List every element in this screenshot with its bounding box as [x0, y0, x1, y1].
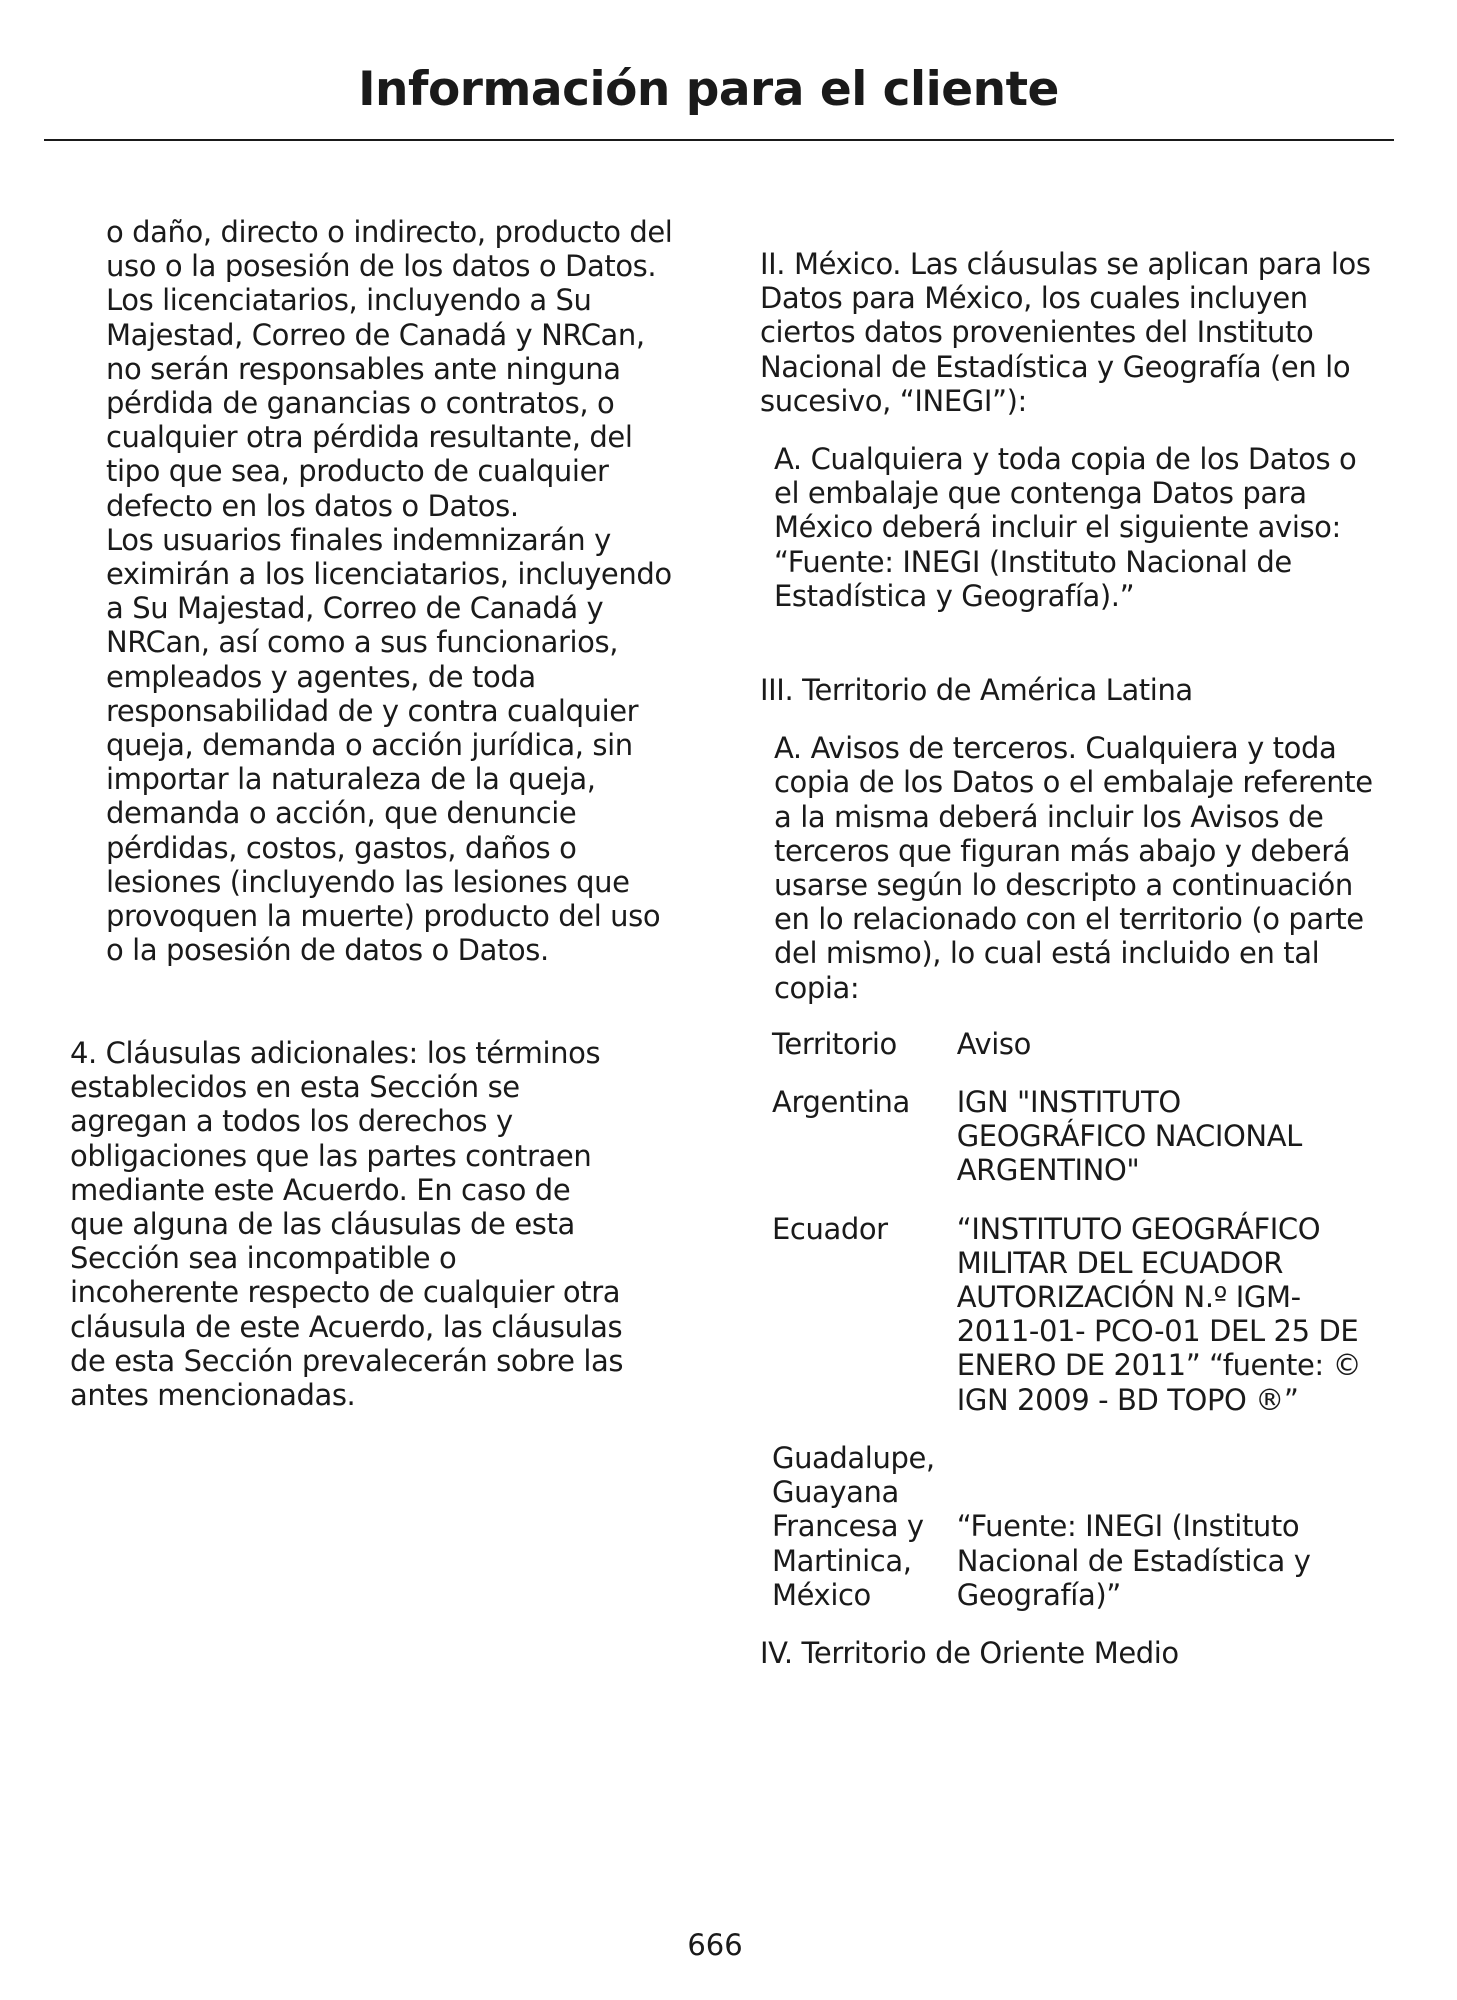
territory-cell: Ecuador — [772, 1211, 888, 1246]
table-header-row — [772, 1027, 1377, 1085]
right-column — [760, 247, 1380, 1670]
table-header-territory: Territorio — [772, 1026, 897, 1061]
mexico-heading: II. México. Las cláusulas se aplican para los Datos para México, los cuales incluyen ciertos datos provenientes del Instituto Nacional de Estadística y Geografía (en lo sucesivo, “INEGI”): — [760, 247, 1371, 418]
latam-heading: III. Territorio de América Latina — [760, 673, 1193, 708]
additional-clauses-block — [70, 1036, 625, 1412]
notice-table — [772, 1027, 1377, 1636]
table-row — [772, 1441, 1377, 1636]
page-title: Información para el cliente — [358, 62, 1059, 117]
middle-east-heading: IV. Territorio de Oriente Medio — [760, 1635, 1179, 1670]
territory-cell: Argentina — [772, 1085, 910, 1120]
page-number: 666 — [687, 1928, 743, 1962]
territory-cell: Guadalupe, Guayana Francesa y Martinica, México — [772, 1440, 935, 1612]
table-header-notice: Aviso — [956, 1026, 1031, 1061]
latam-clause-a: A. Avisos de terceros. Cualquiera y toda copia de los Datos o el embalaje referente a la misma deberá incluir los Avisos de terceros que figuran más abajo y deberá usarse según lo descripto a continuación en lo relacionado con el territorio (o parte del mismo), lo cual está incluido en tal copia: — [774, 731, 1373, 1005]
notice-cell: “INSTITUTO GEOGRÁFICO MILITAR DEL ECUADOR AUTORIZACIÓN N.º IGM-2011-01- PCO-01 DEL 25 DE ENERO DE 2011” “fuente: © IGN 2009 - BD TOPO ®” — [956, 1211, 1362, 1417]
mexico-clause-a: A. Cualquiera y toda copia de los Datos o el embalaje que contenga Datos para México deberá incluir el siguiente aviso: “Fuente: INEGI (Instituto Nacional de Estadística y Geografía).” — [774, 442, 1357, 613]
title-divider — [44, 139, 1394, 141]
left-column — [106, 215, 686, 967]
indemnity-paragraph: Los usuarios finales indemnizarán y eximirán a los licenciatarios, incluyendo a Su Majestad, Correo de Canadá y NRCan, así como a sus funcionarios, empleados y agentes, de toda responsabilidad de y contra cualquier queja, demanda o acción jurídica, sin importar la naturaleza de la queja, demanda o acción, que denuncie pérdidas, costos, gastos, daños o lesiones (incluyendo las lesiones que provoquen la muerte) producto del uso o la posesión de datos o Datos. — [106, 522, 672, 968]
table-row — [772, 1212, 1377, 1441]
additional-clauses-paragraph: 4. Cláusulas adicionales: los términos establecidos en esta Sección se agregan a todos los derechos y obligaciones que las partes contraen mediante este Acuerdo. En caso de que alguna de las cláusulas de esta Sección sea incompatible o incoherente respecto de cualquier otra cláusula de este Acuerdo, las cláusulas de esta Sección prevalecerán sobre las antes mencionadas. — [70, 1036, 624, 1413]
notice-cell: “Fuente: INEGI (Instituto Nacional de Estadística y Geografía)” — [956, 1509, 1311, 1612]
liability-paragraph: o daño, directo o indirecto, producto del uso o la posesión de los datos o Datos. Los licenciatarios, incluyendo a Su Majestad, Correo de Canadá y NRCan, no serán responsables ante ninguna pérdida de ganancias o contratos, o cualquier otra pérdida resultante, del tipo que sea, producto de cualquier defecto en los datos o Datos. — [106, 215, 673, 523]
table-row — [772, 1085, 1377, 1212]
notice-cell: IGN "INSTITUTO GEOGRÁFICO NACIONAL ARGENTINO" — [956, 1085, 1302, 1188]
